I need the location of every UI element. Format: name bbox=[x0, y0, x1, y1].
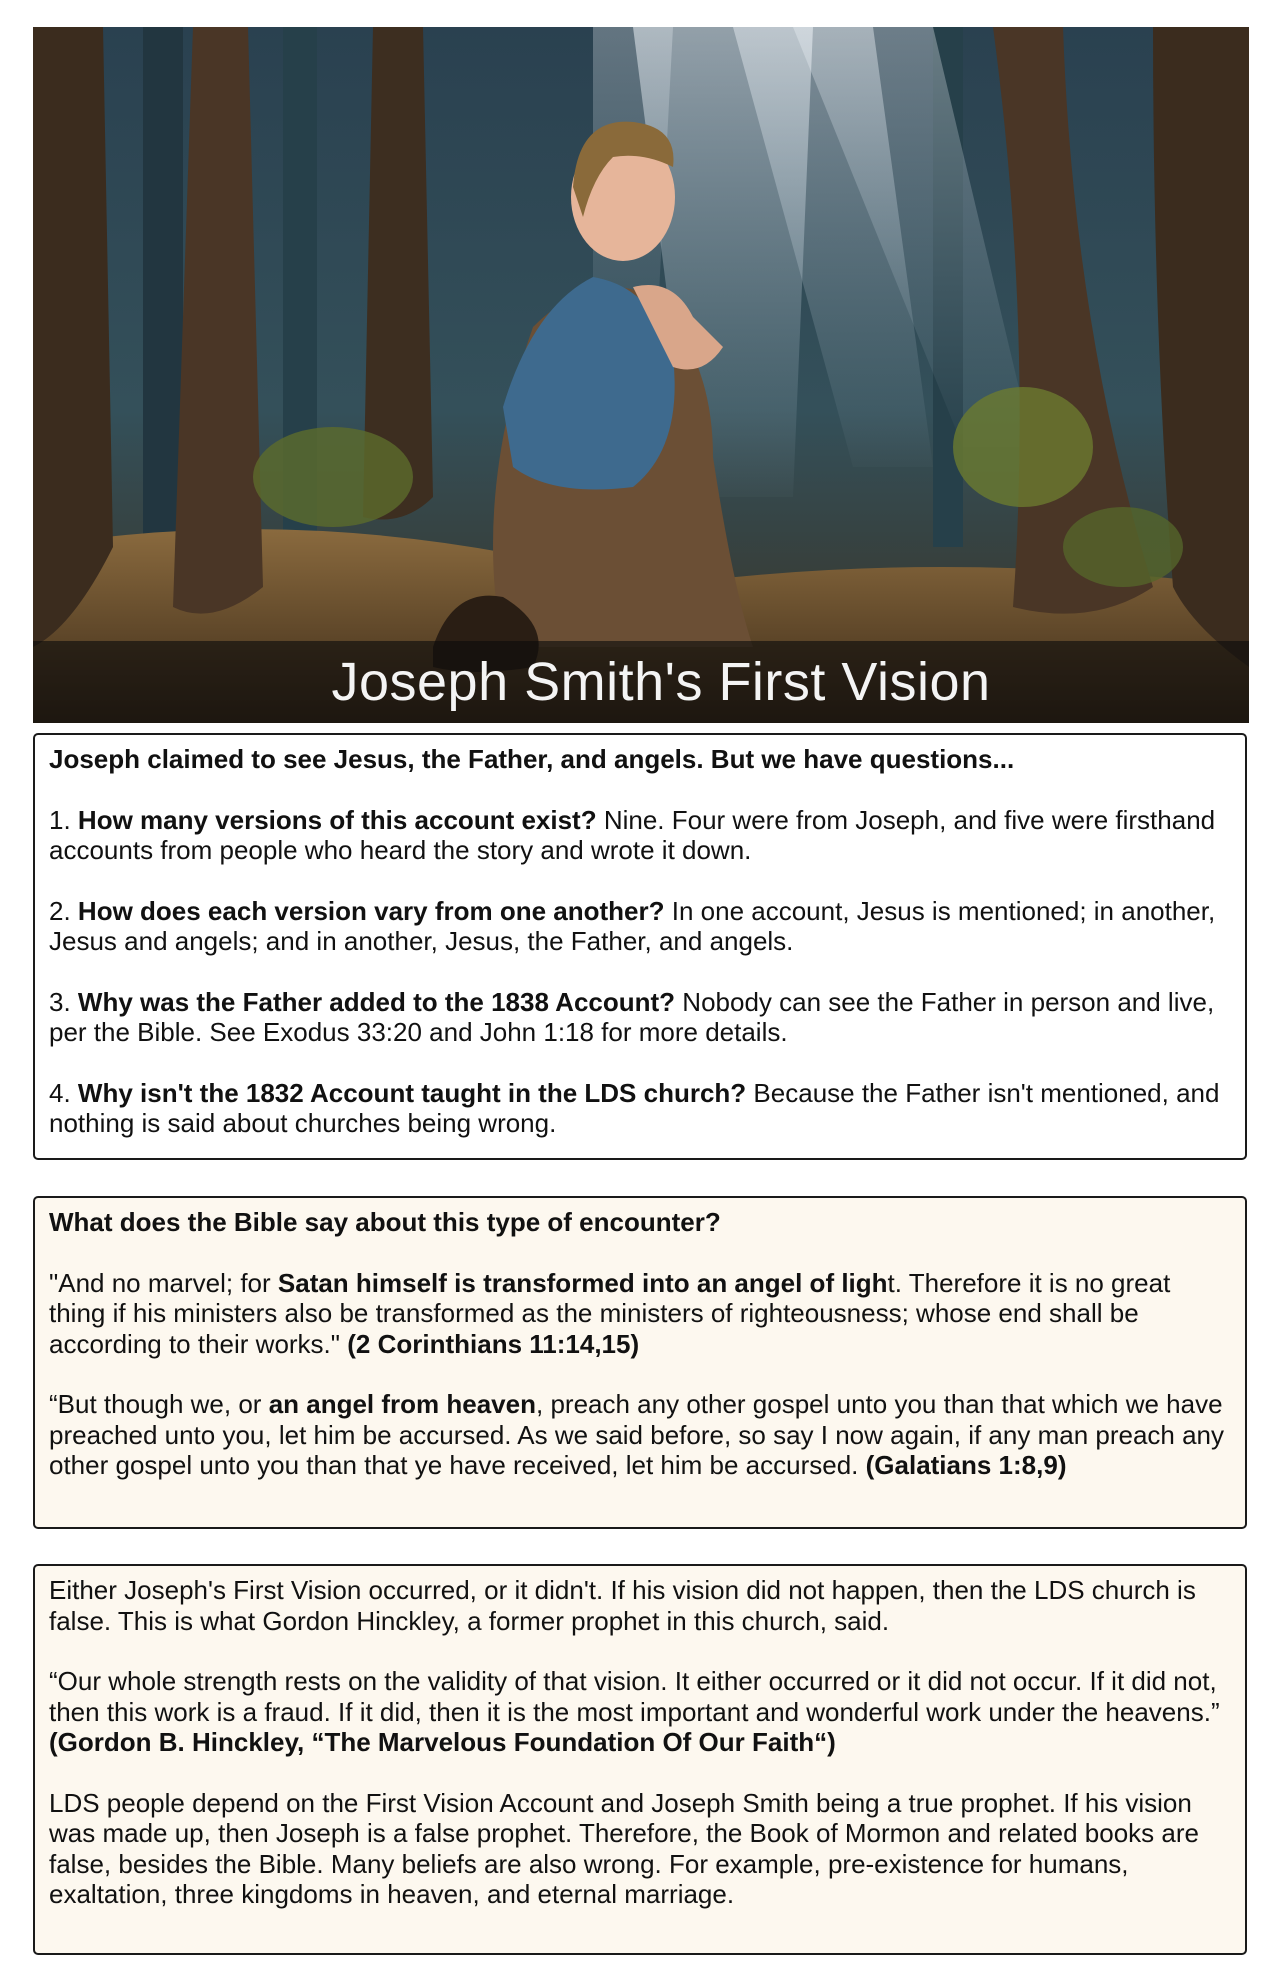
questions-heading: Joseph claimed to see Jesus, the Father, and angels. But we have questions... bbox=[49, 744, 1015, 774]
bible-heading: What does the Bible say about this type of encounter? bbox=[49, 1207, 721, 1237]
title-bar bbox=[33, 641, 1249, 723]
bible-quote: “But though we, or an angel from heaven, preach any other gospel unto you than that which we have preached unto you, let him be accursed. As we said before, so say I now again, if any man preach any other gospel unto you than that ye have received, let him be accursed. (Galatians 1:8,9) bbox=[49, 1389, 1225, 1480]
conclusion-paragraph: Either Joseph's First Vision occurred, or it didn't. If his vision did not happen, then the LDS church is false. This is what Gordon Hinckley, a former prophet in this church, said. bbox=[49, 1575, 1196, 1636]
hinckley-quote: “Our whole strength rests on the validity of that vision. It either occurred or it did not occur. If it did not, then this work is a fraud. If it did, then it is the most important and wonderful work under the heavens.” (Gordon B. Hinckley, “The Marvelous Foundation Of Our Faith“) bbox=[49, 1666, 1220, 1757]
question-item: 3. Why was the Father added to the 1838 Account? Nobody can see the Father in person and live, per the Bible. See Exodus 33:20 and John 1:18 for more details. bbox=[49, 986, 1215, 1047]
questions-box bbox=[33, 733, 1247, 1160]
question-item: 2. How does each version vary from one another? In one account, Jesus is mentioned; in another, Jesus and angels; and in another, Jesus, the Father, and angels. bbox=[49, 895, 1216, 956]
conclusion-paragraph: LDS people depend on the First Vision Account and Joseph Smith being a true prophet. If his vision was made up, then Joseph is a false prophet. Therefore, the Book of Mormon and related books are false, besides the Bible. Many beliefs are also wrong. For example, pre-existence for humans, exaltation, three kingdoms in heaven, and eternal marriage. bbox=[49, 1787, 1199, 1909]
question-item: 4. Why isn't the 1832 Account taught in the LDS church? Because the Father isn't mentioned, and nothing is said about churches being wrong. bbox=[49, 1077, 1220, 1138]
question-item: 1. How many versions of this account exist? Nine. Four were from Joseph, and five were firsthand accounts from people who heard the story and wrote it down. bbox=[49, 804, 1216, 865]
conclusion-box bbox=[33, 1564, 1247, 1955]
bible-box bbox=[33, 1196, 1247, 1529]
hero-banner bbox=[33, 27, 1249, 723]
boy-praying-in-forest-illustration bbox=[33, 27, 1249, 723]
bible-quote: "And no marvel; for Satan himself is transformed into an angel of light. Therefore it is no great thing if his ministers also be transformed as the ministers of righteousness; whose end shall be according to their works." (2 Corinthians 11:14,15) bbox=[49, 1267, 1171, 1359]
page-title: Joseph Smith's First Vision bbox=[331, 652, 991, 712]
